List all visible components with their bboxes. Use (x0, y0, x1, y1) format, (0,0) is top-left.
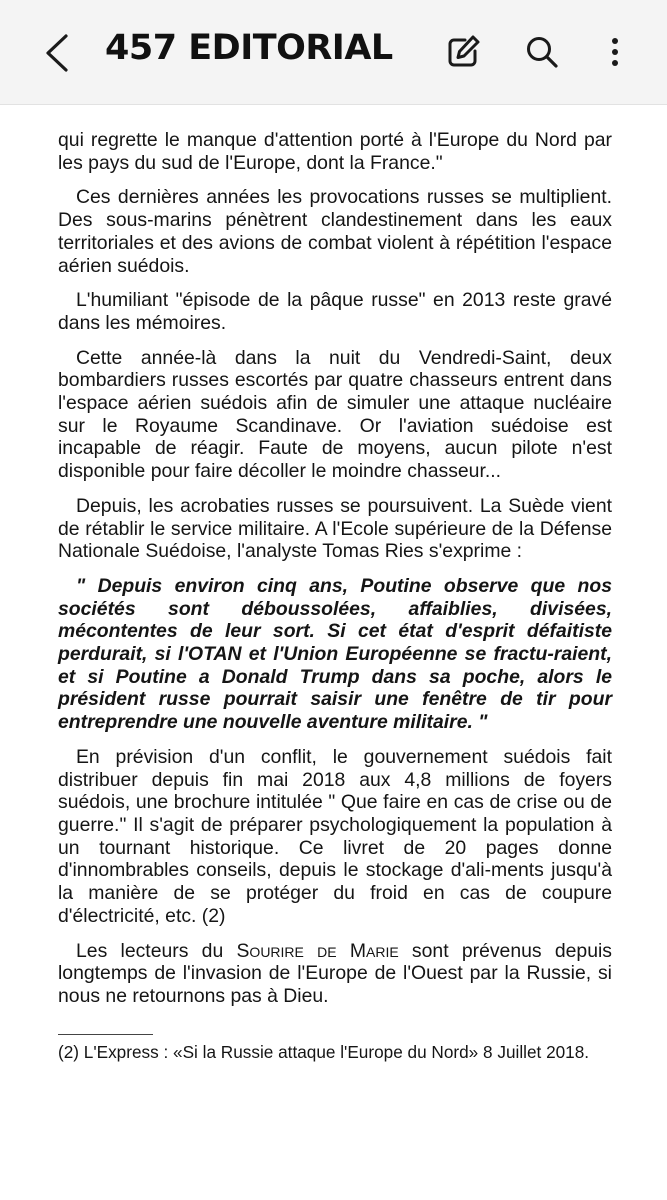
paragraph: En prévision d'un conflit, le gouvernement suédois fait distribuer depuis fin mai 2018 aux 4,8 millions de foyers suédois, une brochure intitulée " Que faire en cas de crise ou de guerre." Il s'agit de préparer psychologiquement la population à un tournant historique. Ce livret de 20 pages donne d'innombrables conseils, depuis le stockage d'ali-ments jusqu'à la manière de se protéger du froid en cas de coupure d'électricité, etc. (2) (58, 745, 612, 927)
more-vertical-icon (595, 32, 635, 72)
back-arrow-icon (38, 30, 78, 76)
paragraph: L'humiliant "épisode de la pâque russe" en 2013 reste gravé dans les mémoires. (58, 289, 612, 334)
edit-icon (443, 32, 483, 72)
publication-name: Sourire de Marie (236, 939, 399, 962)
edit-button[interactable] (443, 32, 483, 72)
paragraph: Depuis, les acrobaties russes se poursuivent. La Suède vient de rétablir le service militaire. A l'Ecole supérieure de la Défense Nationale Suédoise, l'analyste Tomas Ries s'exprime : (58, 494, 612, 563)
search-icon (522, 32, 562, 72)
paragraph: qui regrette le manque d'attention porté à l'Europe du Nord par les pays du sud de l'Europe, dont la France." (58, 129, 612, 174)
article-body (58, 129, 612, 1020)
back-button[interactable] (38, 30, 78, 76)
paragraph-text: sont prévenus depuis longtemps de l'invasion de l'Europe de l'Ouest par la Russie, si nous ne retournons pas à Dieu. (58, 939, 612, 1007)
footnote: (2) L'Express : «Si la Russie attaque l'Europe du Nord» 8 Juillet 2018. (58, 1042, 590, 1062)
page-title: 457 EDITORIAL (105, 28, 393, 68)
paragraph: Ces dernières années les provocations russes se multiplient. Des sous-marins pénètrent clandestinement dans les eaux territoriales et des avions de combat violent à répétition l'espace aérien suédois. (58, 186, 612, 277)
search-button[interactable] (522, 32, 562, 72)
more-options-button[interactable] (595, 32, 635, 72)
paragraph: Cette année-là dans la nuit du Vendredi-Saint, deux bombardiers russes escortés par quatre chasseurs entrent dans l'espace aérien suédois afin de simuler une attaque nucléaire sur le Royaume Scandinave. Or l'aviation suédoise est incapable de réagir. Faute de moyens, aucun pilote n'est disponible pour faire décoller le moindre chasseur... (58, 346, 612, 483)
app-toolbar (0, 0, 667, 104)
footnote-divider (58, 1034, 153, 1035)
document-viewer[interactable] (0, 105, 667, 1200)
paragraph (58, 940, 612, 1008)
paragraph-text: Les lecteurs du (76, 939, 237, 962)
block-quote: " Depuis environ cinq ans, Poutine observe que nos sociétés sont déboussolées, affaiblies, divisées, mécontentes de leur sort. Si cet état d'esprit défaitiste perdurait, si l'OTAN et l'Union Européenne se fractu-raient, et si Poutine a Donald Trump dans sa poche, alors le président russe pourrait saisir une fenêtre de tir pour entreprendre une nouvelle aventure militaire. " (58, 574, 612, 734)
